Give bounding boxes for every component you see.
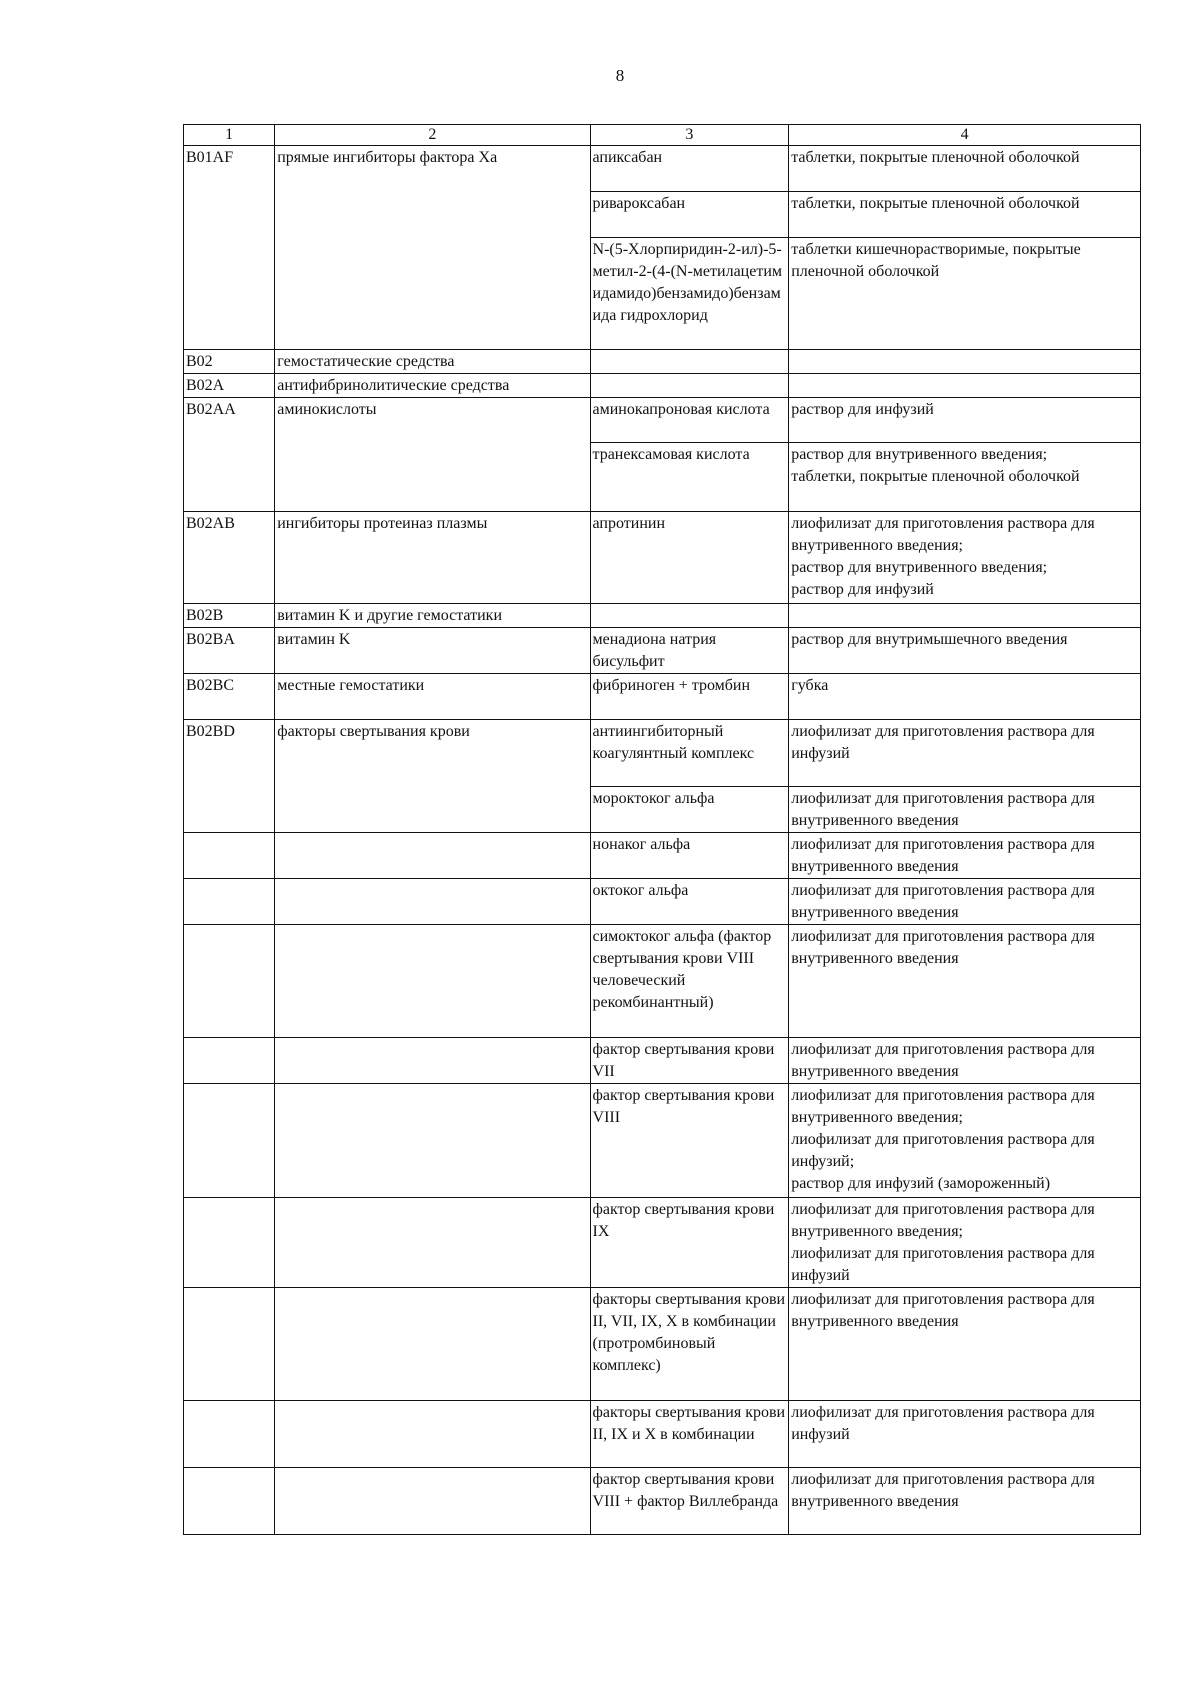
anatomical-therapeutic-group-cell [275,925,590,1038]
anatomical-therapeutic-group-cell [275,1038,590,1084]
drug-name-cell: фактор свертывания крови VIII [590,1084,789,1198]
dosage-form-cell: лиофилизат для приготовления раствора для внутривенного введения [789,1468,1141,1535]
atc-code-cell: B02BC [184,674,275,720]
anatomical-therapeutic-group-cell: гемостатические средства [275,350,590,374]
dosage-form-cell: лиофилизат для приготовления раствора для внутривенного введения; раствор для внутривенного введения; раствор для инфузий [789,512,1141,604]
table-row [184,1288,1141,1401]
anatomical-therapeutic-group-cell: витамин K [275,628,590,674]
header-cell: 2 [275,125,590,146]
dosage-form-cell: лиофилизат для приготовления раствора для внутривенного введения [789,1038,1141,1084]
drug-name-cell [590,604,789,628]
anatomical-therapeutic-group-cell: прямые ингибиторы фактора Xa [275,146,590,350]
drug-name-cell: антиингибиторный коагулянтный комплекс [590,720,789,787]
drug-name-cell: симоктоког альфа (фактор свертывания крови VIII человеческий рекомбинантный) [590,925,789,1038]
page-number: 8 [615,66,625,85]
anatomical-therapeutic-group-cell: аминокислоты [275,398,590,512]
atc-code-cell: B02BA [184,628,275,674]
table-row [184,1198,1141,1288]
drug-name-cell: фактор свертывания крови VIII + фактор Виллебранда [590,1468,789,1535]
table-row [184,674,1141,720]
drug-name-cell: фактор свертывания крови IX [590,1198,789,1288]
drug-name-cell: октоког альфа [590,879,789,925]
atc-code-cell [184,1468,275,1535]
dosage-form-cell: лиофилизат для приготовления раствора для инфузий [789,1401,1141,1468]
drug-name-cell: транексамовая кислота [590,443,789,512]
dosage-form-cell: таблетки, покрытые пленочной оболочкой [789,146,1141,192]
dosage-form-cell: раствор для внутримышечного введения [789,628,1141,674]
dosage-form-cell: раствор для внутривенного введения; таблетки, покрытые пленочной оболочкой [789,443,1141,512]
dosage-form-cell: таблетки, покрытые пленочной оболочкой [789,192,1141,238]
drug-name-cell: менадиона натрия бисульфит [590,628,789,674]
drug-name-cell: мороктоког альфа [590,787,789,833]
atc-code-cell: B02 [184,350,275,374]
atc-code-cell: B02AA [184,398,275,512]
table-header-row [184,125,1141,146]
atc-code-cell: B02BD [184,720,275,833]
table-row [184,1401,1141,1468]
drug-classification-table [183,124,1141,1535]
anatomical-therapeutic-group-cell: местные гемостатики [275,674,590,720]
anatomical-therapeutic-group-cell [275,1288,590,1401]
dosage-form-cell: лиофилизат для приготовления раствора для внутривенного введения; лиофилизат для приготовления раствора для инфузий [789,1198,1141,1288]
dosage-form-cell: лиофилизат для приготовления раствора для внутривенного введения [789,925,1141,1038]
dosage-form-cell [789,374,1141,398]
table-row [184,628,1141,674]
table-row [184,374,1141,398]
table-row [184,512,1141,604]
table-row [184,879,1141,925]
atc-code-cell [184,1084,275,1198]
anatomical-therapeutic-group-cell: антифибринолитические средства [275,374,590,398]
drug-name-cell: апиксабан [590,146,789,192]
table-row [184,720,1141,787]
dosage-form-cell: раствор для инфузий [789,398,1141,443]
dosage-form-cell: лиофилизат для приготовления раствора для инфузий [789,720,1141,787]
table-row [184,604,1141,628]
table-row [184,350,1141,374]
atc-code-cell [184,1401,275,1468]
dosage-form-cell: лиофилизат для приготовления раствора для внутривенного введения; лиофилизат для приготовления раствора для инфузий; раствор для инфузий (замороженный) [789,1084,1141,1198]
anatomical-therapeutic-group-cell: витамин K и другие гемостатики [275,604,590,628]
table-row [184,833,1141,879]
header-cell: 1 [184,125,275,146]
anatomical-therapeutic-group-cell [275,1198,590,1288]
atc-code-cell [184,925,275,1038]
dosage-form-cell: лиофилизат для приготовления раствора для внутривенного введения [789,833,1141,879]
table-row [184,925,1141,1038]
table-row [184,146,1141,192]
drug-name-cell: нонаког альфа [590,833,789,879]
table-row [184,398,1141,443]
anatomical-therapeutic-group-cell: факторы свертывания крови [275,720,590,833]
drug-name-cell: ривароксабан [590,192,789,238]
anatomical-therapeutic-group-cell [275,1084,590,1198]
drug-name-cell: факторы свертывания крови II, VII, IX, X в комбинации (протромбиновый комплекс) [590,1288,789,1401]
anatomical-therapeutic-group-cell [275,879,590,925]
atc-code-cell [184,1198,275,1288]
drug-name-cell: аминокапроновая кислота [590,398,789,443]
header-cell: 4 [789,125,1141,146]
atc-code-cell [184,879,275,925]
dosage-form-cell [789,350,1141,374]
drug-name-cell [590,350,789,374]
dosage-form-cell: лиофилизат для приготовления раствора для внутривенного введения [789,787,1141,833]
atc-code-cell: B02AB [184,512,275,604]
dosage-form-cell: таблетки кишечнорастворимые, покрытые пленочной оболочкой [789,238,1141,350]
atc-code-cell [184,1038,275,1084]
drug-name-cell [590,374,789,398]
drug-name-cell: фактор свертывания крови VII [590,1038,789,1084]
anatomical-therapeutic-group-cell [275,833,590,879]
drug-name-cell: N-(5-Хлорпиридин-2-ил)-5-метил-2-(4-(N-метилацетимидамидо)бензамидо)бензамида гидрохлорид [590,238,789,350]
anatomical-therapeutic-group-cell: ингибиторы протеиназ плазмы [275,512,590,604]
atc-code-cell: B01AF [184,146,275,350]
drug-name-cell: фибриноген + тромбин [590,674,789,720]
anatomical-therapeutic-group-cell [275,1401,590,1468]
atc-code-cell [184,1288,275,1401]
table-row [184,1084,1141,1198]
dosage-form-cell: губка [789,674,1141,720]
dosage-form-cell: лиофилизат для приготовления раствора для внутривенного введения [789,879,1141,925]
drug-name-cell: факторы свертывания крови II, IX и X в комбинации [590,1401,789,1468]
dosage-form-cell [789,604,1141,628]
anatomical-therapeutic-group-cell [275,1468,590,1535]
dosage-form-cell: лиофилизат для приготовления раствора для внутривенного введения [789,1288,1141,1401]
atc-code-cell: B02B [184,604,275,628]
table-row [184,1038,1141,1084]
drug-name-cell: апротинин [590,512,789,604]
atc-code-cell: B02A [184,374,275,398]
atc-code-cell [184,833,275,879]
header-cell: 3 [590,125,789,146]
table-row [184,1468,1141,1535]
